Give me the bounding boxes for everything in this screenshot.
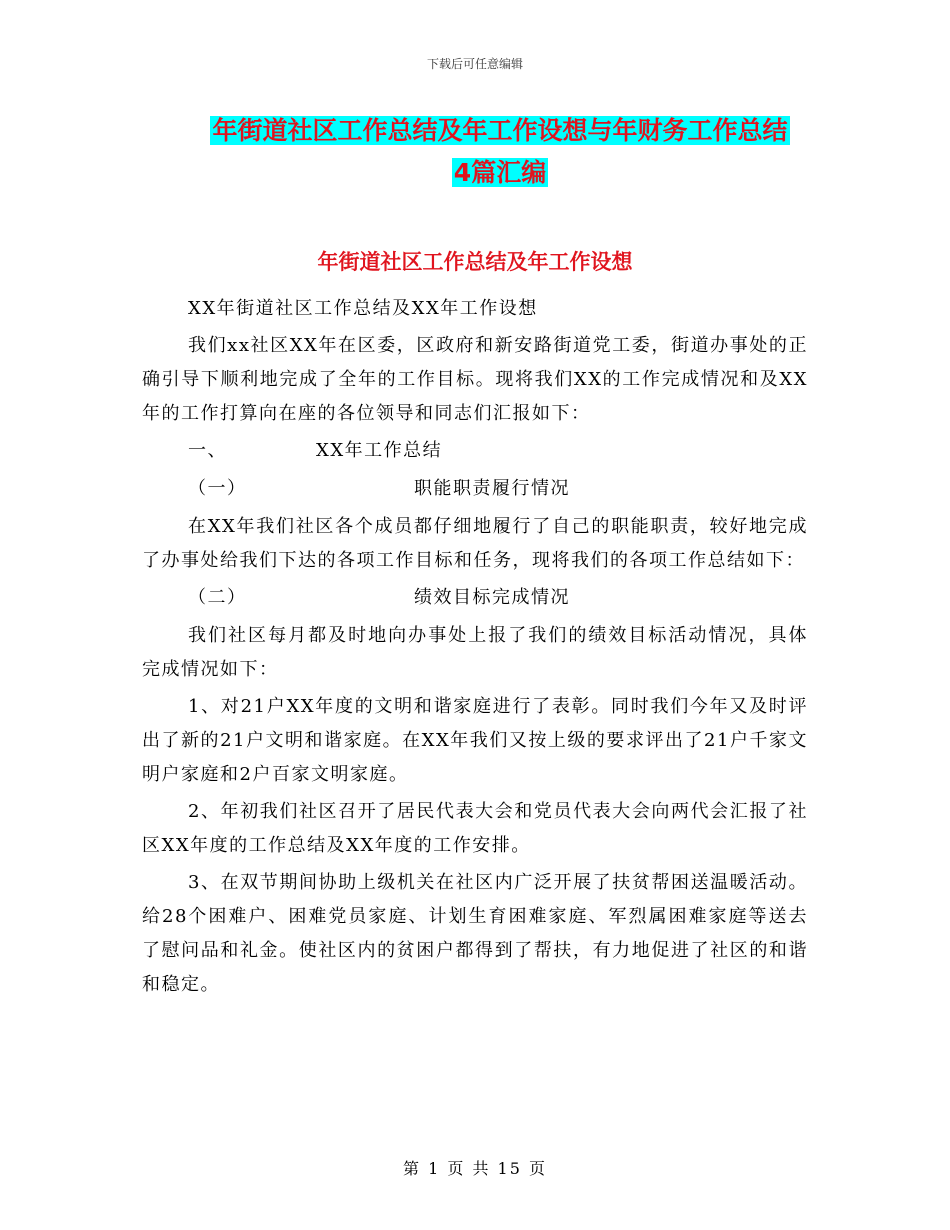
subsection-heading (142, 581, 808, 615)
paragraph: XX年街道社区工作总结及XX年工作设想 (188, 298, 538, 319)
heading-number: （一） (188, 478, 247, 499)
document-main-title (140, 110, 860, 194)
paragraph: 在XX年我们社区各个成员都仔细地履行了自己的职能职责，较好地完成了办事处给我们下达的各项工作目标和任务，现将我们的各项工作总结如下： (142, 516, 808, 571)
paragraph: 我们社区每月都及时地向办事处上报了我们的绩效目标活动情况，具体完成情况如下： (142, 625, 808, 680)
heading-text: 职能职责履行情况 (414, 478, 570, 499)
heading-number: 一、 (188, 440, 227, 461)
header-note: 下载后可任意编辑 (426, 57, 523, 71)
paragraph: 1、对21户XX年度的文明和谐家庭进行了表彰。同时我们今年又及时评出了新的21户文明和谐家庭。在XX年我们又按上级的要求评出了21户千家文明户家庭和2户百家文明家庭。 (142, 696, 808, 785)
subsection-heading (142, 472, 808, 506)
paragraph: 3、在双节期间协助上级机关在社区内广泛开展了扶贫帮困送温暖活动。给28个困难户、困难党员家庭、计划生育困难家庭、军烈属困难家庭等送去了慰问品和礼金。使社区内的贫困户都得到了帮扶，有力地促进了社区的和谐和稳定。 (142, 872, 808, 995)
main-title-line2: 4篇汇编 (453, 158, 547, 187)
heading-text: 绩效目标完成情况 (414, 587, 570, 608)
heading-number: （二） (188, 587, 247, 608)
main-title-line1: 年街道社区工作总结及年工作设想与年财务工作总结 (212, 116, 788, 145)
paragraph: 我们xx社区XX年在区委，区政府和新安路街道党工委，街道办事处的正确引导下顺利地完成了全年的工作目标。现将我们XX的工作完成情况和及XX年的工作打算向在座的各位领导和同志们汇报如下： (142, 335, 808, 424)
section-title: 年街道社区工作总结及年工作设想 (317, 250, 633, 274)
page-footer: 第 1 页 共 15 页 (403, 1159, 547, 1178)
heading-text: XX年工作总结 (316, 440, 443, 461)
paragraph: 2、年初我们社区召开了居民代表大会和党员代表大会向两代会汇报了社区XX年度的工作总结及XX年度的工作安排。 (142, 801, 808, 856)
section-heading (142, 434, 808, 468)
document-body (142, 292, 808, 1005)
